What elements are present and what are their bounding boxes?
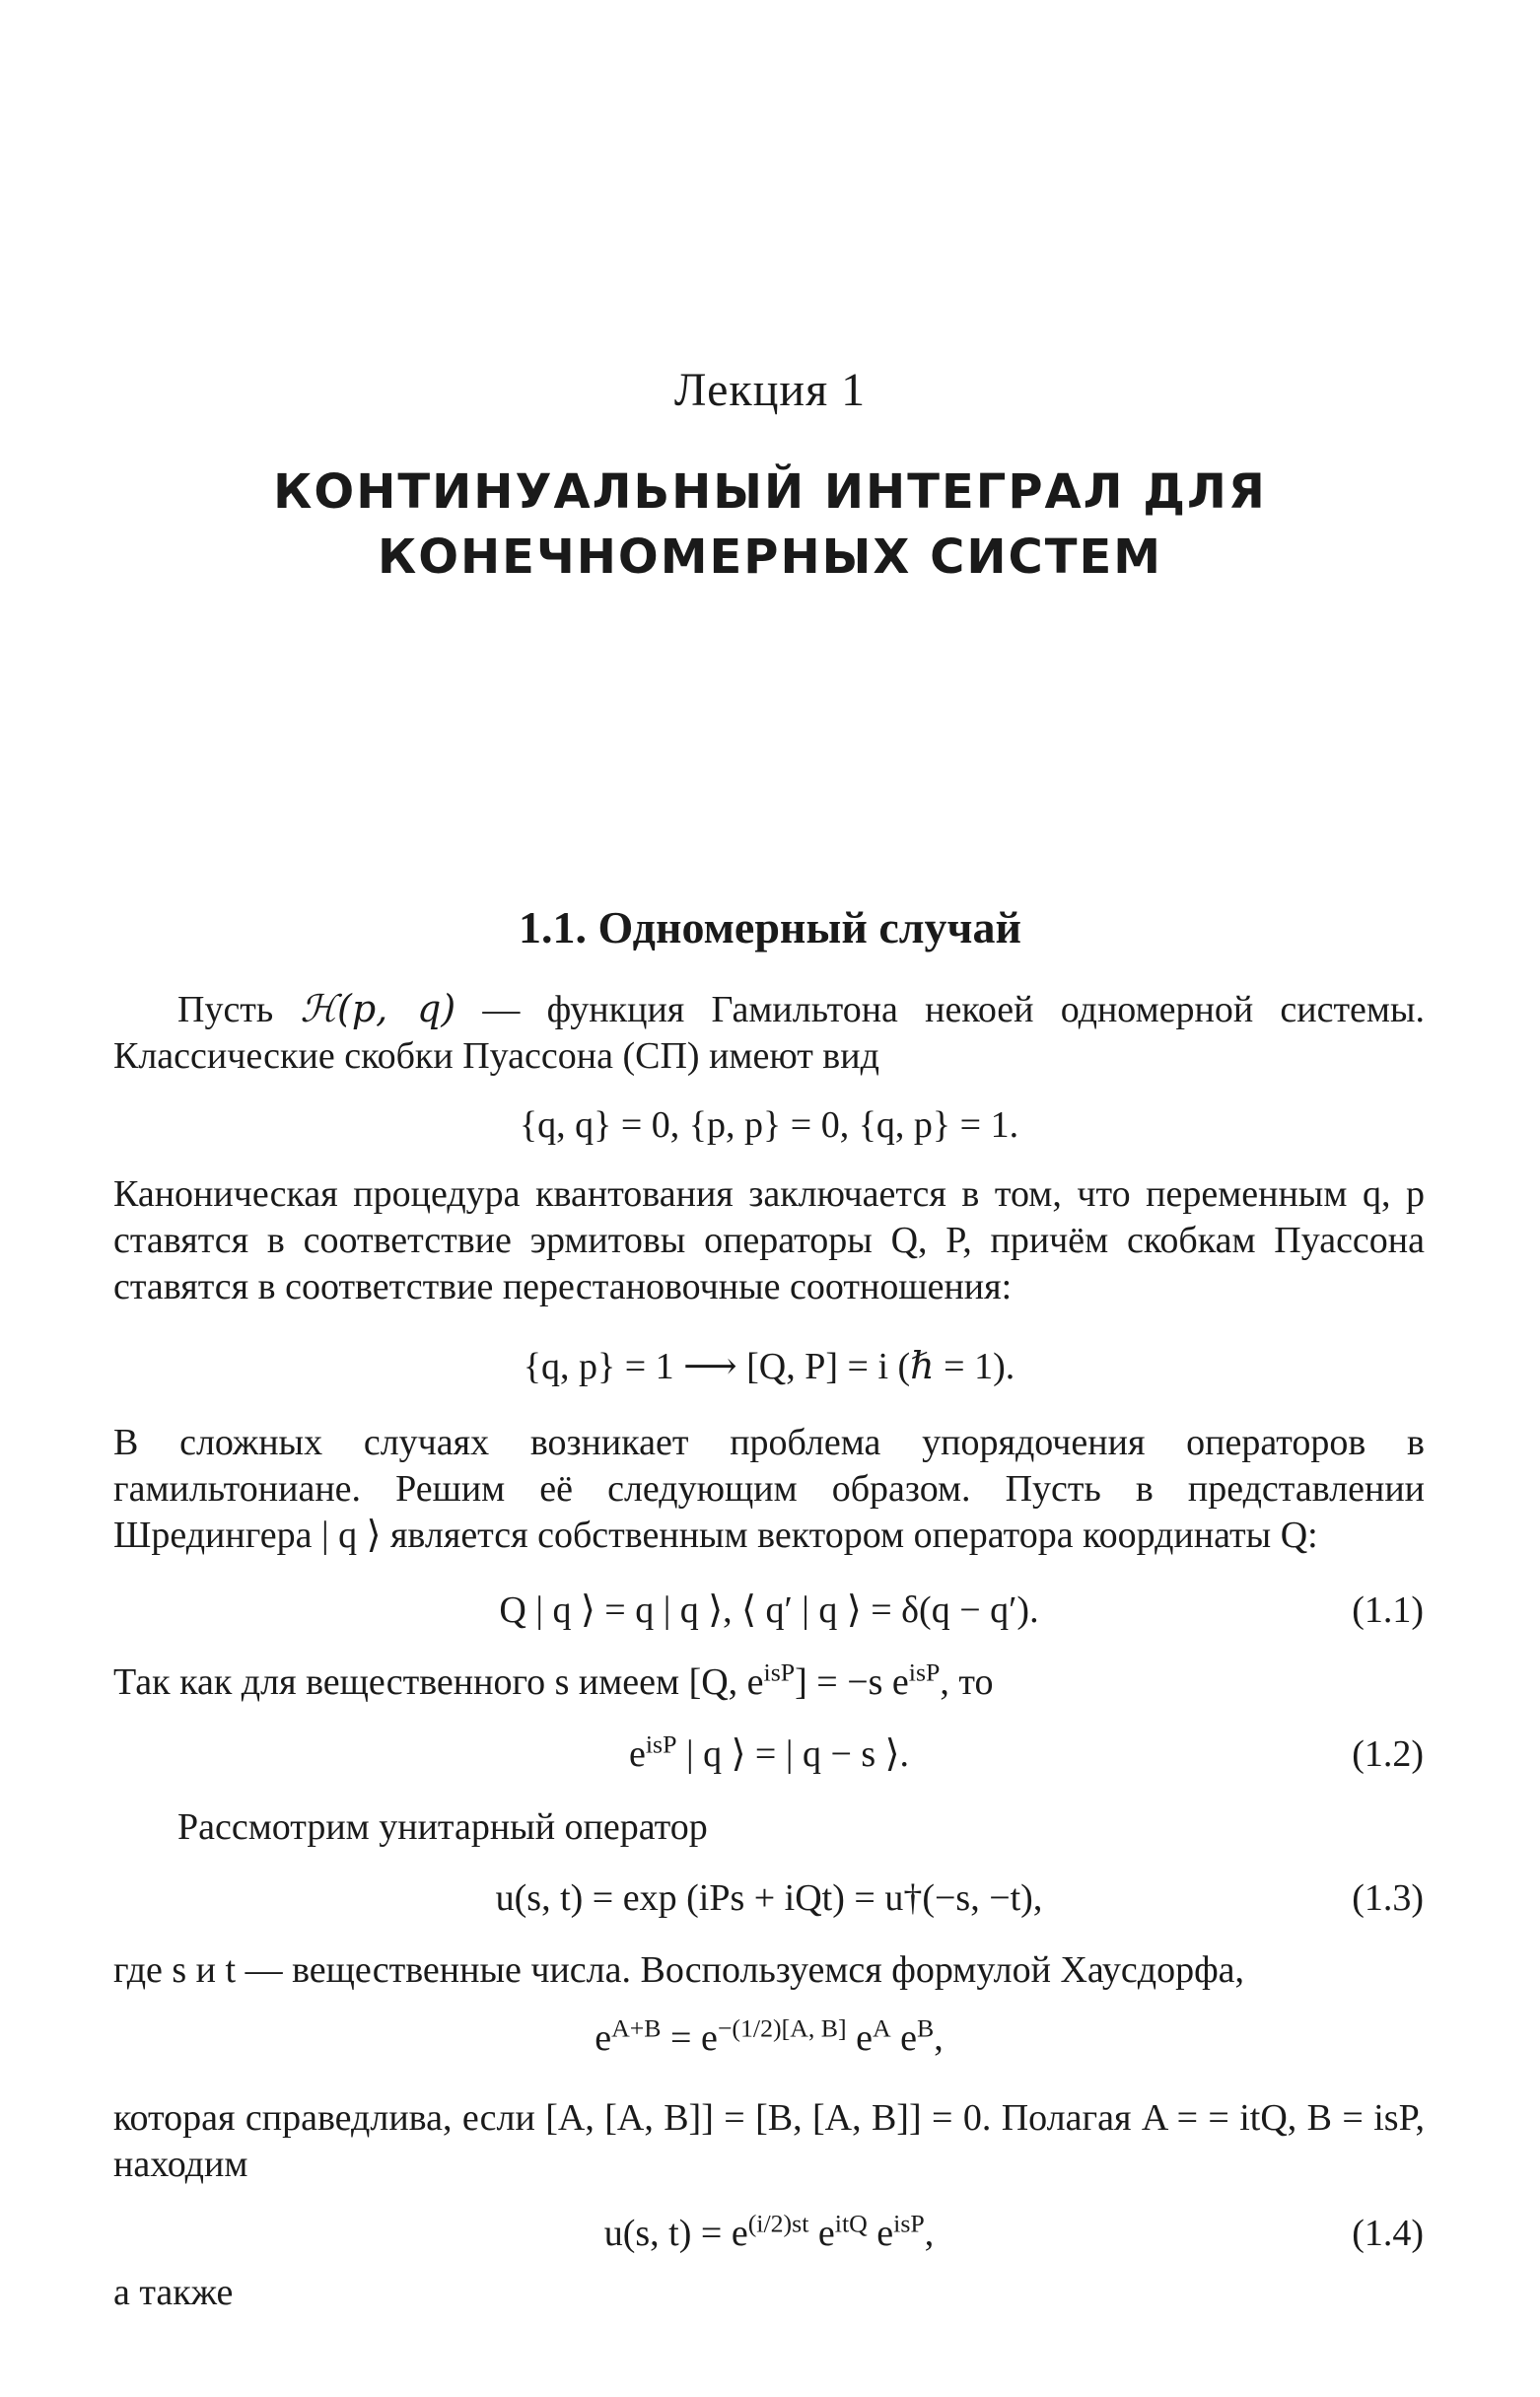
equation-hausdorff	[113, 2015, 1425, 2062]
superscript: isP	[645, 1729, 677, 1759]
equation-text: ,	[924, 2213, 935, 2254]
paragraph-commutator	[113, 1659, 1425, 1706]
equation-text: u(s, t) = e	[603, 2213, 748, 2254]
equation-text: e	[846, 2017, 873, 2059]
paragraph-text: ] = −s e	[795, 1661, 909, 1703]
superscript: (i/2)st	[747, 2209, 809, 2238]
superscript: A	[873, 2013, 891, 2043]
superscript: itQ	[834, 2209, 868, 2238]
equation-number: (1.1)	[1352, 1589, 1424, 1631]
equation-1-2	[113, 1731, 1425, 1778]
hamiltonian-symbol: ℋ(p, q)	[300, 987, 456, 1030]
section-heading: 1.1. Одномерный случай	[519, 902, 1021, 952]
superscript: isP	[908, 1657, 941, 1687]
equation-text: e	[595, 2017, 612, 2059]
superscript: isP	[893, 2209, 925, 2238]
equation-text: e	[808, 2213, 835, 2254]
paragraph-text: , то	[940, 1661, 994, 1703]
equation-1-1: Q | q ⟩ = q | q ⟩, ⟨ q′ | q ⟩ = δ(q − q′).	[499, 1589, 1039, 1631]
paragraph-also: а также	[113, 2272, 234, 2313]
equation-number: (1.3)	[1352, 1877, 1424, 1919]
superscript: A+B	[611, 2013, 662, 2043]
equation-number: (1.2)	[1352, 1733, 1424, 1775]
equation-text: | q ⟩ = | q − s ⟩.	[676, 1733, 909, 1775]
paragraph-text: Так как для вещественного s имеем [Q, e	[113, 1661, 764, 1703]
equation-text: = e	[661, 2017, 718, 2059]
equation-1-4	[113, 2211, 1425, 2257]
equation-1-3: u(s, t) = exp (iPs + iQt) = u†(−s, −t),	[495, 1877, 1043, 1919]
lecture-label: Лекция 1	[673, 364, 867, 416]
paragraph-text: Пусть	[177, 989, 301, 1030]
equation-poisson-brackets: {q, q} = 0, {p, p} = 0, {q, p} = 1.	[519, 1104, 1019, 1146]
equation-text: e	[867, 2213, 894, 2254]
chapter-title-line-2: КОНЕЧНОМЕРНЫХ СИСТЕМ	[377, 529, 1163, 585]
equation-text: ,	[934, 2017, 944, 2059]
paragraph-ordering: В сложных случаях возникает проблема упорядочения операторов в гамильтониане. Решим её следующим образом. Пусть в представлении Шредингера | q ⟩ является собственным вектором оператора координаты Q:	[113, 1422, 1425, 1556]
equation-text: e	[890, 2017, 918, 2059]
paragraph-hausdorff: где s и t — вещественные числа. Воспользуемся формулой Хаусдорфа,	[113, 1949, 1245, 1991]
superscript: isP	[763, 1657, 796, 1687]
equation-number: (1.4)	[1352, 2213, 1424, 2254]
superscript: −(1/2)[A, B]	[717, 2013, 847, 2043]
chapter-title	[0, 459, 1540, 590]
equation-text: e	[629, 1733, 646, 1775]
chapter-title-line-1: КОНТИНУАЛЬНЫЙ ИНТЕГРАЛ ДЛЯ	[273, 464, 1267, 520]
equation-quantization: {q, p} = 1 ⟶ [Q, P] = i (ℏ = 1).	[523, 1346, 1015, 1387]
paragraph-text: — функция Гамильтона некоей одномерной системы. Классические скобки Пуассона (СП) имеют вид	[113, 989, 1425, 1077]
paragraph-hamiltonian	[113, 986, 1425, 1080]
paragraph-condition: которая справедлива, если [A, [A, B]] = [B, [A, B]] = 0. Полагая A = = itQ, B = isP, находим	[113, 2097, 1425, 2185]
paragraph-quantization: Каноническая процедура квантования заключается в том, что переменным q, p ставятся в соответствие эрмитовы операторы Q, P, причём скобкам Пуассона ставятся в соответствие перестановочные соотношения:	[113, 1173, 1425, 1307]
superscript: B	[917, 2013, 935, 2043]
paragraph-unitary: Рассмотрим унитарный оператор	[177, 1806, 708, 1848]
